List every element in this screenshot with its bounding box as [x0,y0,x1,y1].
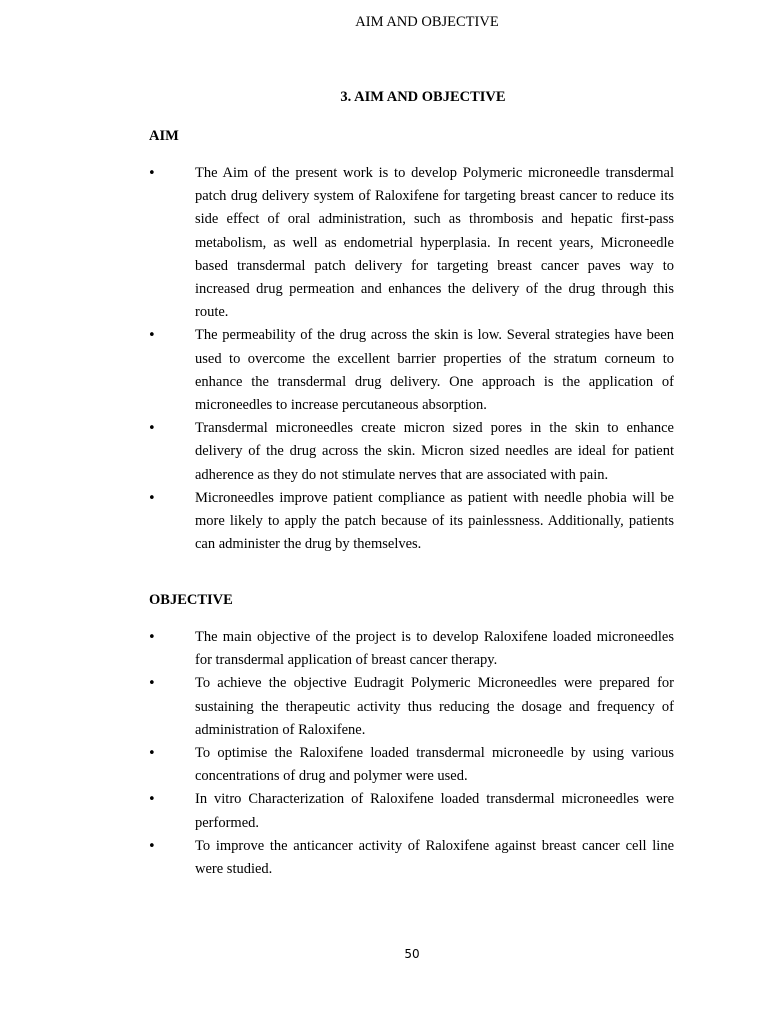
aim-item [148,162,674,324]
objective-heading: OBJECTIVE [149,592,233,608]
aim-item [148,417,674,487]
page-number: 50 [404,947,420,961]
bullet-icon: • [148,746,156,762]
objective-item-text: The main objective of the project is to develop Raloxifene loaded microneedles for transdermal application of breast cancer therapy. [195,629,674,669]
bullet-icon: • [148,490,156,506]
objective-item-text: To improve the anticancer activity of Raloxifene against breast cancer cell line were studied. [195,837,674,878]
bullet-icon: • [148,630,156,645]
bullet-icon: • [148,792,156,808]
aim-heading: AIM [149,128,179,144]
bullet-icon: • [148,166,156,181]
aim-item [148,487,674,557]
aim-item-text: The permeability of the drug across the skin is low. Several strategies have been used to overcome the excellent barrier properties of the stratum corneum to enhance the transdermal drug delivery. One approach is the application of microneedles to increase percutaneous absorption. [195,327,674,414]
bullet-icon: • [148,328,156,344]
running-header: AIM AND OBJECTIVE [355,14,499,30]
aim-item [148,324,674,417]
bullet-icon: • [148,676,156,692]
objective-item-text: To optimise the Raloxifene loaded transdermal microneedle by using various concentrations of drug and polymer were used. [195,745,674,785]
chapter-title: 3. AIM AND OBJECTIVE [340,89,506,105]
aim-item-text: Transdermal microneedles create micron sized pores in the skin to enhance delivery of the drug across the skin. Micron sized needles are ideal for patient adherence as they do not stimulate nerves that are associated with pain. [195,420,674,483]
objective-item-text: In vitro Characterization of Raloxifene loaded transdermal microneedles were performed. [195,791,674,831]
objective-item [148,788,674,834]
aim-item-text: The Aim of the present work is to develop Polymeric microneedle transdermal patch drug delivery system of Raloxifene for targeting breast cancer to reduce its side effect of oral administration, such as thrombosis and hepatic first-pass metabolism, as well as endometrial hyperplasia. In recent years, Microneedle based transdermal patch delivery for targeting breast cancer paves way to increased drug permeation and enhances the delivery of the drug through this route. [195,165,674,321]
objective-item [148,742,674,788]
objective-list [148,626,674,881]
objective-item [148,835,674,881]
aim-list [148,162,674,556]
objective-item-text: To achieve the objective Eudragit Polymeric Microneedles were prepared for sustaining the therapeutic activity thus reducing the dosage and frequency of administration of Raloxifene. [195,675,674,738]
bullet-icon: • [148,838,156,854]
objective-item [148,672,674,742]
objective-item [148,626,674,672]
aim-item-text: Microneedles improve patient compliance as patient with needle phobia will be more likely to apply the patch because of its painlessness. Additionally, patients can administer the drug by themselves. [195,489,674,553]
bullet-icon: • [148,421,156,437]
